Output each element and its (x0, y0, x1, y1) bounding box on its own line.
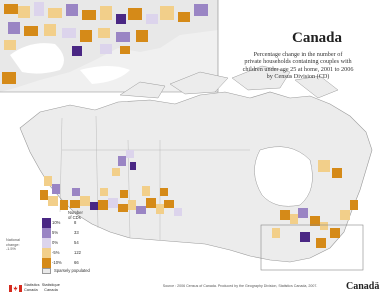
legend-class-label: -10% (52, 260, 62, 265)
legend-class-count: 54 (74, 240, 79, 245)
map-title: Canada (291, 30, 343, 46)
legend-swatch (42, 248, 51, 258)
subtitle-line: children under age 25 at home, 2001 to 2006 (242, 65, 354, 73)
legend (6, 210, 116, 282)
legend-count-header: Number of CDs (68, 210, 83, 220)
legend-class-label: -5% (52, 250, 60, 255)
canada-wordmark: Canadä (346, 281, 380, 292)
subtitle-line: private households containing couples with (244, 58, 352, 66)
source-note: Source : 2006 Census of Canada. Produced by the Geography Division, Statistics Canada, 2007. (162, 284, 318, 288)
legend-class-count: 8 (74, 220, 77, 225)
legend-class-label: 10% (52, 220, 61, 225)
legend-swatch (42, 258, 51, 268)
map-subtitle (218, 51, 378, 81)
legend-class-label: 0% (52, 240, 59, 245)
legend-class-label: 5% (52, 230, 59, 235)
legend-swatch-not-populated (42, 268, 51, 274)
department-signature: Statistics Statistique Canada Canada (24, 282, 60, 292)
legend-class-count: 33 (74, 230, 79, 235)
footer (0, 281, 388, 300)
legend-not-populated-label: Sparsely populated (54, 268, 90, 273)
legend-swatch (42, 228, 51, 238)
legend-class-count: 122 (74, 250, 81, 255)
legend-swatch (42, 238, 51, 248)
subtitle-line: Percentage change in the number of (253, 51, 343, 58)
legend-national-change: National change: -1.5% (6, 238, 20, 252)
legend-swatch (42, 218, 51, 228)
canada-flag-icon (9, 285, 22, 292)
subtitle-line: by Census Division (CD) (266, 73, 330, 81)
legend-class-count: 66 (74, 260, 79, 265)
